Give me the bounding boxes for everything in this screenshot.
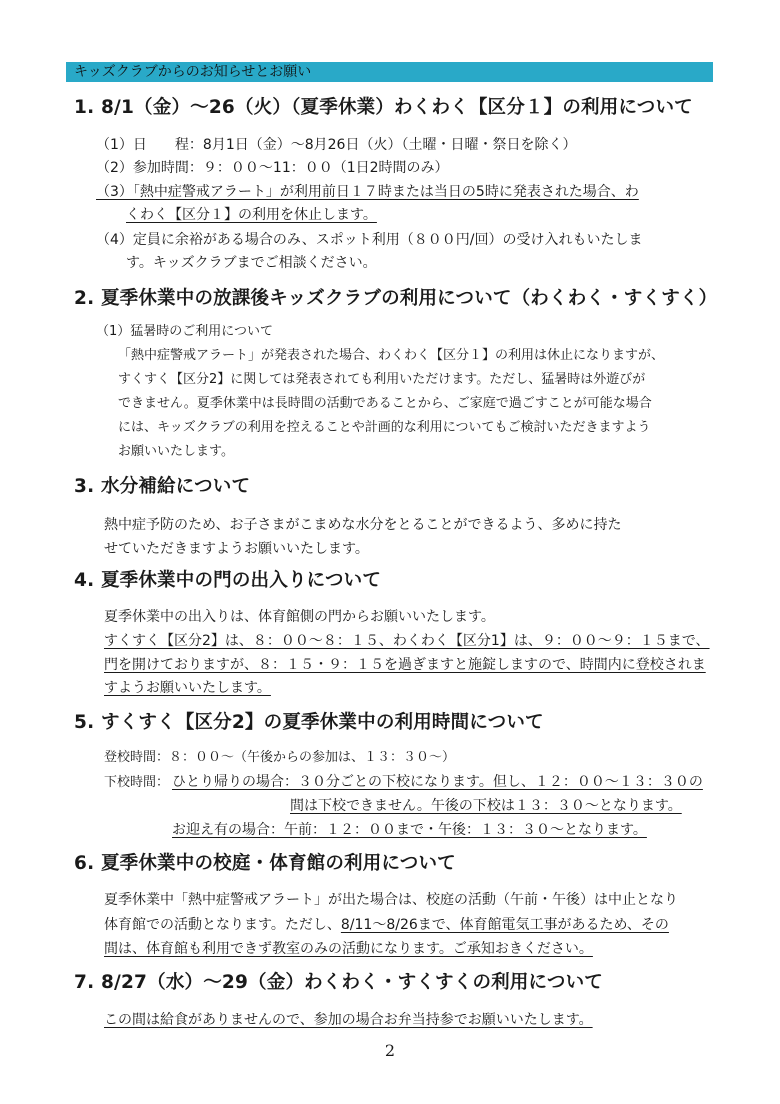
section-2-line: （1）猛暑時のご利用について: [96, 324, 274, 339]
section-4-line: すようお願いいたします。: [104, 680, 271, 696]
section-6-heading: 6. 夏季休業中の校庭・体育館の利用について: [74, 853, 456, 874]
section-7-heading: 7. 8/27（水）～29（金）わくわく・すくすくの利用について: [74, 972, 603, 993]
section-3-heading: 3. 水分補給について: [74, 476, 251, 497]
section-6-line-part: 8/11～8/26まで、体育館電気工事があるため、その: [340, 917, 669, 933]
section-1-line: （4）定員に余裕がある場合のみ、スポット利用（８００円/回）の受け入れもいたしま: [96, 232, 643, 248]
section-4-heading: 4. 夏季休業中の門の出入りについて: [74, 570, 382, 591]
section-2-line: すくすく【区分2】に関しては発表されても利用いただけます。ただし、猛暑時は外遊びが: [118, 372, 646, 387]
section-4-line: 門を開けておりますが、８：１５・９：１５を過ぎますと施錠しますので、時間内に登校されま: [104, 657, 706, 673]
section-5-line: ひとり帰りの場合：３０分ごとの下校になります。但し、１２：００～１３：３０の: [172, 774, 703, 790]
section-2-line: お願いいたします。: [118, 444, 234, 459]
section-6-line: 間は、体育館も利用できず教室のみの活動になります。ご承知おきください。: [104, 941, 593, 957]
section-4-line: すくすく【区分2】は、８：００～８：１５、わくわく【区分1】は、９：００～９：１５まで、: [104, 633, 710, 649]
section-6-line: [104, 915, 669, 935]
section-2-line: には、キッズクラブの利用を控えることや計画的な利用についてもご検討いただきますよう: [118, 420, 651, 435]
section-2-line: できません。夏季休業中は長時間の活動であることから、ご家庭で過ごすことが可能な場合: [118, 396, 652, 411]
section-1-line: す。キッズクラブまでご相談ください。: [126, 255, 377, 271]
notice-banner: キッズクラブからのお知らせとお願い: [66, 62, 713, 82]
section-1-line: （2）参加時間：９：００～11：００（1日2時間のみ）: [96, 160, 449, 176]
section-6-line-part: 体育館での活動となります。ただし、: [104, 917, 341, 933]
section-5-label: 下校時間：: [104, 775, 170, 790]
section-6-line: 夏季休業中「熱中症警戒アラート」が出た場合は、校庭の活動（午前・午後）は中止となり: [104, 892, 678, 908]
section-5-line: お迎え有の場合：午前：１２：００まで・午後：１３：３０～となります。: [172, 822, 647, 838]
section-1-line: くわく【区分１】の利用を休止します。: [126, 207, 377, 223]
section-1-line: （3）「熱中症警戒アラート」が利用前日１７時または当日の5時に発表された場合、わ: [96, 184, 639, 200]
section-5-heading: 5. すくすく【区分2】の夏季休業中の利用時間について: [74, 712, 544, 733]
section-5-line: 登校時間：８：００～（午後からの参加は、１３：３０～）: [104, 750, 456, 765]
section-7-line: この間は給食がありませんので、参加の場合お弁当持参でお願いいたします。: [104, 1012, 593, 1028]
section-2-line: 「熱中症警戒アラート」が発表された場合、わくわく【区分１】の利用は休止になりますが、: [118, 348, 665, 363]
section-3-line: せていただきますようお願いいたします。: [104, 541, 369, 557]
section-1-line: （1）日 程：8月1日（金）～8月26日（火）（土曜・日曜・祭日を除く）: [96, 137, 577, 153]
section-2-heading: 2. 夏季休業中の放課後キッズクラブの利用について（わくわく・すくすく）: [74, 288, 718, 309]
section-3-line: 熱中症予防のため、お子さまがこまめな水分をとることができるよう、多めに持た: [104, 517, 622, 533]
section-5-line: 間は下校できません。午後の下校は１３：３０～となります。: [290, 798, 682, 814]
section-1-heading: 1. 8/1（金）～26（火）（夏季休業）わくわく【区分１】の利用について: [74, 97, 693, 118]
page-number: 2: [384, 1041, 396, 1060]
section-4-line: 夏季休業中の出入りは、体育館側の門からお願いいたします。: [104, 609, 495, 625]
